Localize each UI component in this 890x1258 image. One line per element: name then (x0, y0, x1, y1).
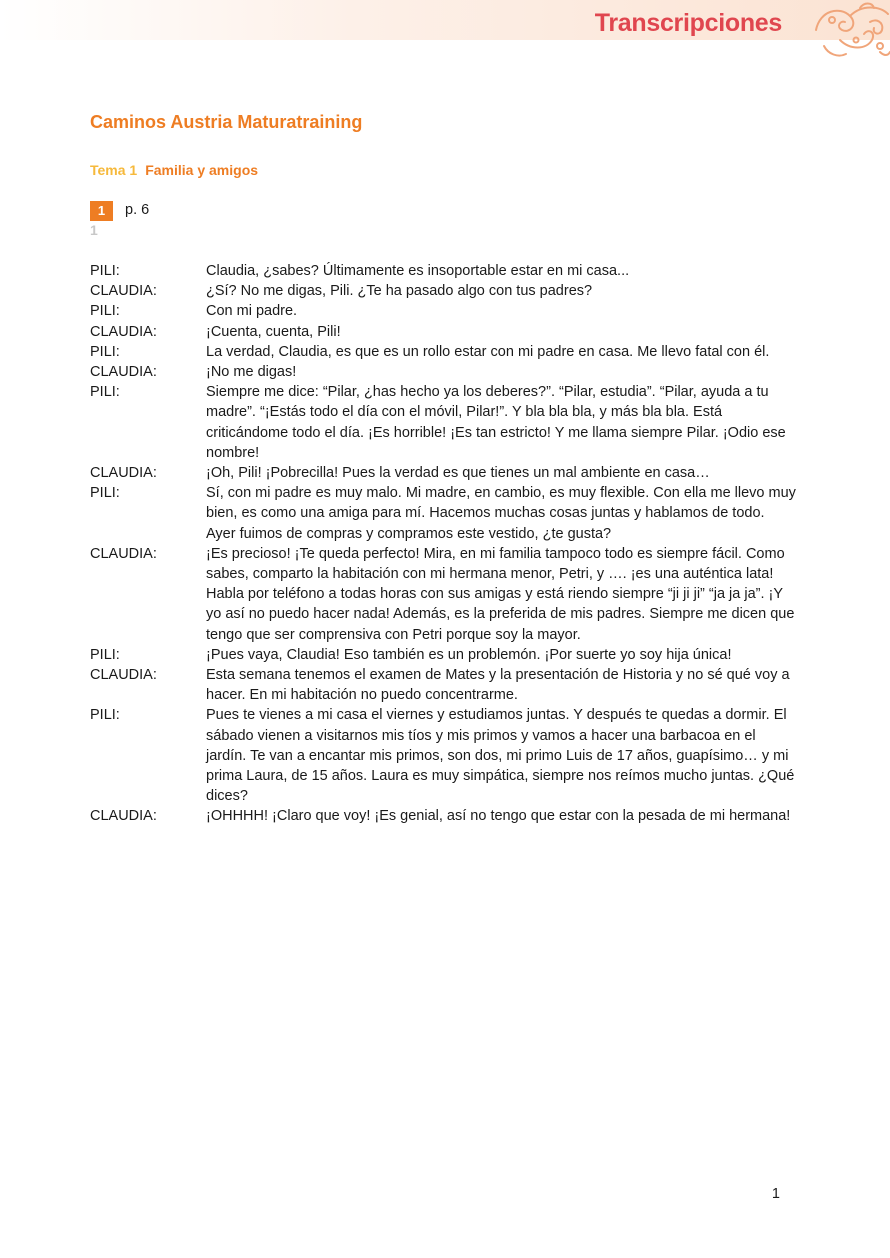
speech-text (206, 463, 796, 483)
speech-paragraph: ¡Oh, Pili! ¡Pobrecilla! Pues la verdad es que tienes un mal ambiente en casa… (206, 465, 710, 482)
speaker-label: CLAUDIA: (90, 465, 157, 482)
speech-text (206, 261, 796, 281)
speech-paragraph: ¡OHHHH! ¡Claro que voy! ¡Es genial, así no tengo que estar con la pesada de mi hermana! (206, 808, 791, 825)
speaker-label: CLAUDIA: (90, 323, 157, 340)
speech-text (206, 645, 796, 665)
speech-paragraph: ¡No me digas! (206, 364, 297, 381)
dialogue-line (90, 342, 805, 362)
speech-text (206, 806, 796, 826)
speaker-label: CLAUDIA: (90, 364, 157, 381)
speech-paragraph: Claudia, ¿sabes? Últimamente es insoportable estar en mi casa... (206, 263, 630, 279)
dialogue-transcript (90, 261, 805, 827)
speech-text (206, 544, 796, 645)
speech-text (206, 665, 796, 705)
speaker-label: PILI: (90, 707, 120, 724)
speech-paragraph: Habla por teléfono a todas horas con sus amigas y está riendo siempre “ji ji ji” “ja ja ja”. ¡Y yo así no puedo hacer nada! Además, es la preferida de mis padres. Siempre me dicen que tengo que ser comprensiva con Petri porque soy la mayor. (206, 586, 795, 643)
floral-ornament-icon (810, 0, 890, 62)
topic-heading (90, 162, 258, 178)
dialogue-line (90, 705, 805, 806)
speech-paragraph: ¡Es precioso! ¡Te queda perfecto! Mira, en mi familia tampoco todo es siempre fácil. Como sabes, comparto la habitación con mi hermana menor, Petri, y …. ¡es una auténtica lata! (206, 545, 785, 583)
speech-text (206, 705, 796, 806)
speech-text (206, 483, 796, 544)
page-reference: p. 6 (125, 202, 150, 218)
dialogue-line (90, 665, 805, 705)
dialogue-line (90, 382, 805, 463)
dialogue-line (90, 261, 805, 281)
dialogue-line (90, 301, 805, 321)
document-title: Caminos Austria Maturatraining (90, 112, 363, 132)
speech-text (206, 301, 796, 321)
speaker-label: CLAUDIA: (90, 667, 157, 684)
dialogue-line (90, 463, 805, 483)
speech-paragraph: Pues te vienes a mi casa el viernes y estudiamos juntas. Y después te quedas a dormir. El sábado vienen a visitarnos mis tíos y mis primos y vamos a hacer una barbacoa en el jardín. Te van a encantar mis primos, son dos, mi primo Luis de 17 años, guapísimo… y mi prima Laura, de 15 años. Laura es muy simpática, siempre nos reímos mucho juntas. ¿Qué dices? (206, 707, 795, 805)
speech-paragraph: ¿Sí? No me digas, Pili. ¿Te ha pasado algo con tus padres? (206, 283, 593, 300)
speech-paragraph: ¡Pues vaya, Claudia! Eso también es un problemón. ¡Por suerte yo soy hija única! (206, 646, 732, 663)
speaker-label: CLAUDIA: (90, 283, 157, 300)
speech-paragraph: ¡Cuenta, cuenta, Pili! (206, 323, 341, 340)
page-number: 1 (771, 1186, 780, 1202)
speech-paragraph: La verdad, Claudia, es que es un rollo estar con mi padre en casa. Me llevo fatal con él. (206, 343, 770, 360)
speaker-label: PILI: (90, 303, 120, 320)
topic-name: Familia y amigos (145, 162, 259, 178)
track-subnumber: 1 (90, 222, 98, 238)
speech-text (206, 342, 796, 362)
speaker-label: PILI: (90, 384, 120, 401)
dialogue-line (90, 544, 805, 645)
speaker-label: PILI: (90, 646, 120, 663)
speaker-label: CLAUDIA: (90, 808, 157, 825)
speech-paragraph: Sí, con mi padre es muy malo. Mi madre, en cambio, es muy flexible. Con ella me llevo muy bien, es como una amiga para mí. Hacemos muchas cosas juntas y hablamos de todo. Ayer fuimos de compras y compramos este vestido, ¿te gusta? (206, 485, 796, 542)
speech-text (206, 362, 796, 382)
speech-text (206, 382, 796, 463)
dialogue-line (90, 483, 805, 544)
speaker-label: PILI: (90, 343, 120, 360)
dialogue-line (90, 362, 805, 382)
topic-number: Tema 1 (90, 162, 138, 178)
speech-text (206, 281, 796, 301)
dialogue-line (90, 806, 805, 826)
speech-text (206, 322, 796, 342)
dialogue-line (90, 645, 805, 665)
speaker-label: PILI: (90, 263, 120, 279)
dialogue-line (90, 322, 805, 342)
speech-paragraph: Con mi padre. (206, 303, 298, 320)
speech-paragraph: Esta semana tenemos el examen de Mates y la presentación de Historia y no sé qué voy a hacer. En mi habitación no puedo concentrarme. (206, 667, 790, 704)
speech-paragraph: Siempre me dice: “Pilar, ¿has hecho ya los deberes?”. “Pilar, estudia”. “Pilar, ayuda a tu madre”. “¡Estás todo el día con el móvil, Pilar!”. Y bla bla bla, y más bla bla. Está criticándome todo el día. ¡Es horrible! ¡Es tan estricto! Y me llama siempre Pilar. ¡Odio ese nombre! (206, 384, 786, 461)
dialogue-line (90, 281, 805, 301)
speaker-label: PILI: (90, 485, 120, 502)
speaker-label: CLAUDIA: (90, 545, 157, 562)
header-title: Transcripciones (594, 9, 782, 37)
track-badge: 1 (90, 201, 113, 221)
